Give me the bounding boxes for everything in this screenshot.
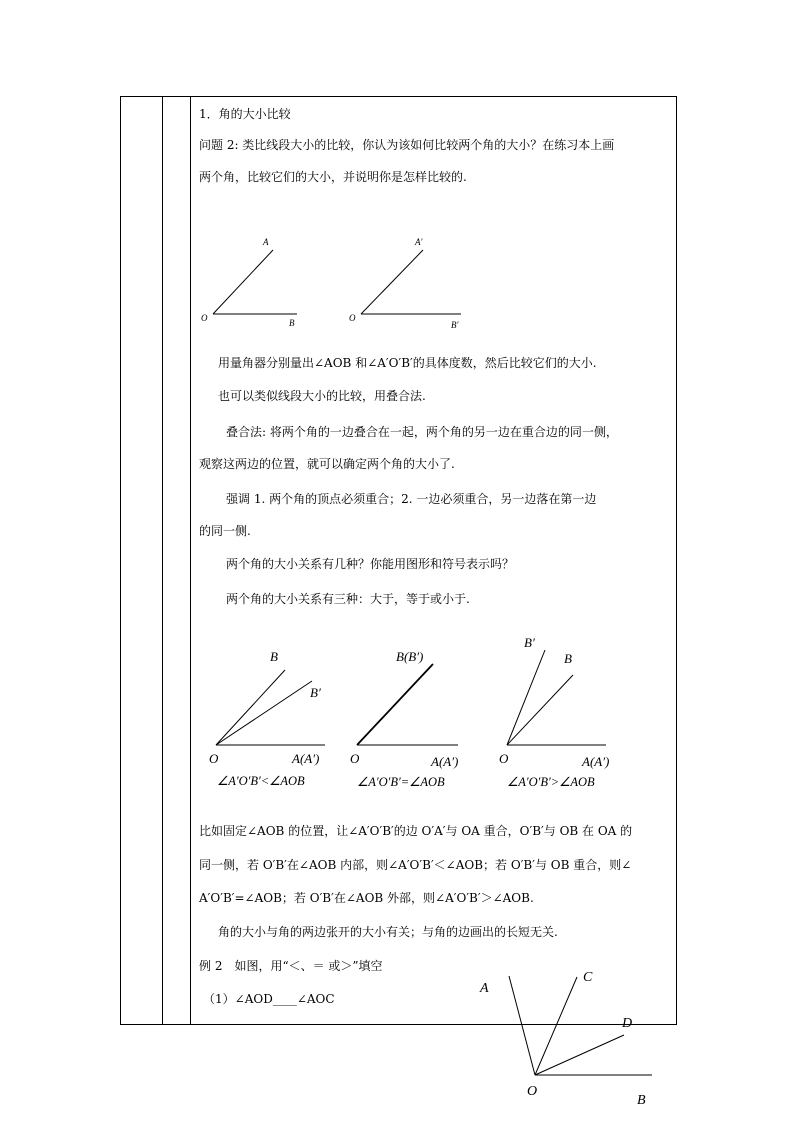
overlap-intro: 也可以类似线段大小的比较，用叠合法. <box>218 389 426 403</box>
example-2-prompt: 例 2 如图，用“＜、＝ 或＞”填空 <box>199 959 383 973</box>
label-b: B <box>564 651 572 666</box>
label-o-prime: O <box>349 313 356 323</box>
caption-equal: ∠A′O′B′=∠AOB <box>357 775 445 789</box>
label-a: A <box>263 237 269 247</box>
relation-answer: 两个角的大小关系有三种：大于，等于或小于. <box>226 592 470 606</box>
label-b-prime: B′ <box>524 635 535 650</box>
label-b-prime: B′ <box>310 685 321 700</box>
label-b: B <box>637 1093 646 1108</box>
section-heading: 1．角的大小比较 <box>199 107 291 121</box>
panel-less-than <box>209 649 325 788</box>
two-angles-figure <box>195 230 485 335</box>
label-o: O <box>201 313 208 323</box>
label-a: A <box>480 981 489 996</box>
explanation-line-2: 同一侧，若 O′B′在∠AOB 内部，则∠A′O′B′＜∠AOB；若 O′B′与 OB 重合，则∠ <box>199 858 632 872</box>
overlap-definition-line-1: 叠合法: 将两个角的一边叠合在一起，两个角的另一边在重合边的同一侧， <box>226 425 618 439</box>
label-c: C <box>583 970 593 985</box>
protractor-text: 用量角器分别量出∠AOB 和∠A′O′B′的具体度数，然后比较它们的大小. <box>218 356 597 370</box>
emphasis-line-2: 的同一侧. <box>199 524 251 538</box>
label-a: A(A′) <box>431 754 459 769</box>
label-a: A(A′) <box>582 754 610 769</box>
label-d: D <box>622 1016 633 1031</box>
relation-question: 两个角的大小关系有几种？你能用图形和符号表示吗？ <box>226 557 515 571</box>
angle-aob <box>201 237 297 328</box>
explanation-line-1: 比如固定∠AOB 的位置，让∠A′O′B′的边 O′A′与 OA 重合，O′B′与 OB 在 OA 的 <box>199 824 633 838</box>
label-a-prime: A′ <box>415 237 423 247</box>
label-b: B <box>289 318 295 328</box>
panel-equal <box>350 649 458 789</box>
label-o: O <box>527 1084 538 1099</box>
label-o: O <box>209 751 219 766</box>
label-b-prime: B′ <box>451 320 459 330</box>
caption-greater-than: ∠A′O′B′>∠AOB <box>507 775 595 789</box>
example-2-part-1: （1）∠AOD____∠AOC <box>203 992 335 1006</box>
table-column-divider-1 <box>162 96 163 1025</box>
label-a: A(A′) <box>292 751 320 766</box>
question-2-line-1: 问题 2: 类比线段大小的比较，你认为该如何比较两个角的大小？在练习本上画 <box>199 138 615 152</box>
question-2-line-2: 两个角，比较它们的大小，并说明你是怎样比较的. <box>199 170 467 184</box>
label-o: O <box>350 751 360 766</box>
conclusion-text: 角的大小与角的两边张开的大小有关；与角的边画出的长短无关. <box>218 925 558 939</box>
example-2-figure <box>470 962 660 1112</box>
overlap-definition-line-2: 观察这两边的位置，就可以确定两个角的大小了. <box>199 457 455 471</box>
angle-a-prime-o-prime-b-prime <box>349 237 461 330</box>
label-b-b-prime: B(B′) <box>396 649 424 664</box>
label-o: O <box>499 751 509 766</box>
explanation-line-3: A′O′B′=∠AOB；若 O′B′在∠AOB 外部，则∠A′O′B′＞∠AOB. <box>199 891 534 905</box>
angle-comparison-figure <box>195 630 635 795</box>
table-column-divider-2 <box>190 96 191 1025</box>
emphasis-line-1: 强调 1. 两个角的顶点必须重合；2. 一边必须重合，另一边落在第一边 <box>226 492 597 506</box>
caption-less-than: ∠A′O′B′<∠AOB <box>217 774 305 788</box>
label-b: B <box>270 649 278 664</box>
panel-greater-than <box>499 635 609 789</box>
